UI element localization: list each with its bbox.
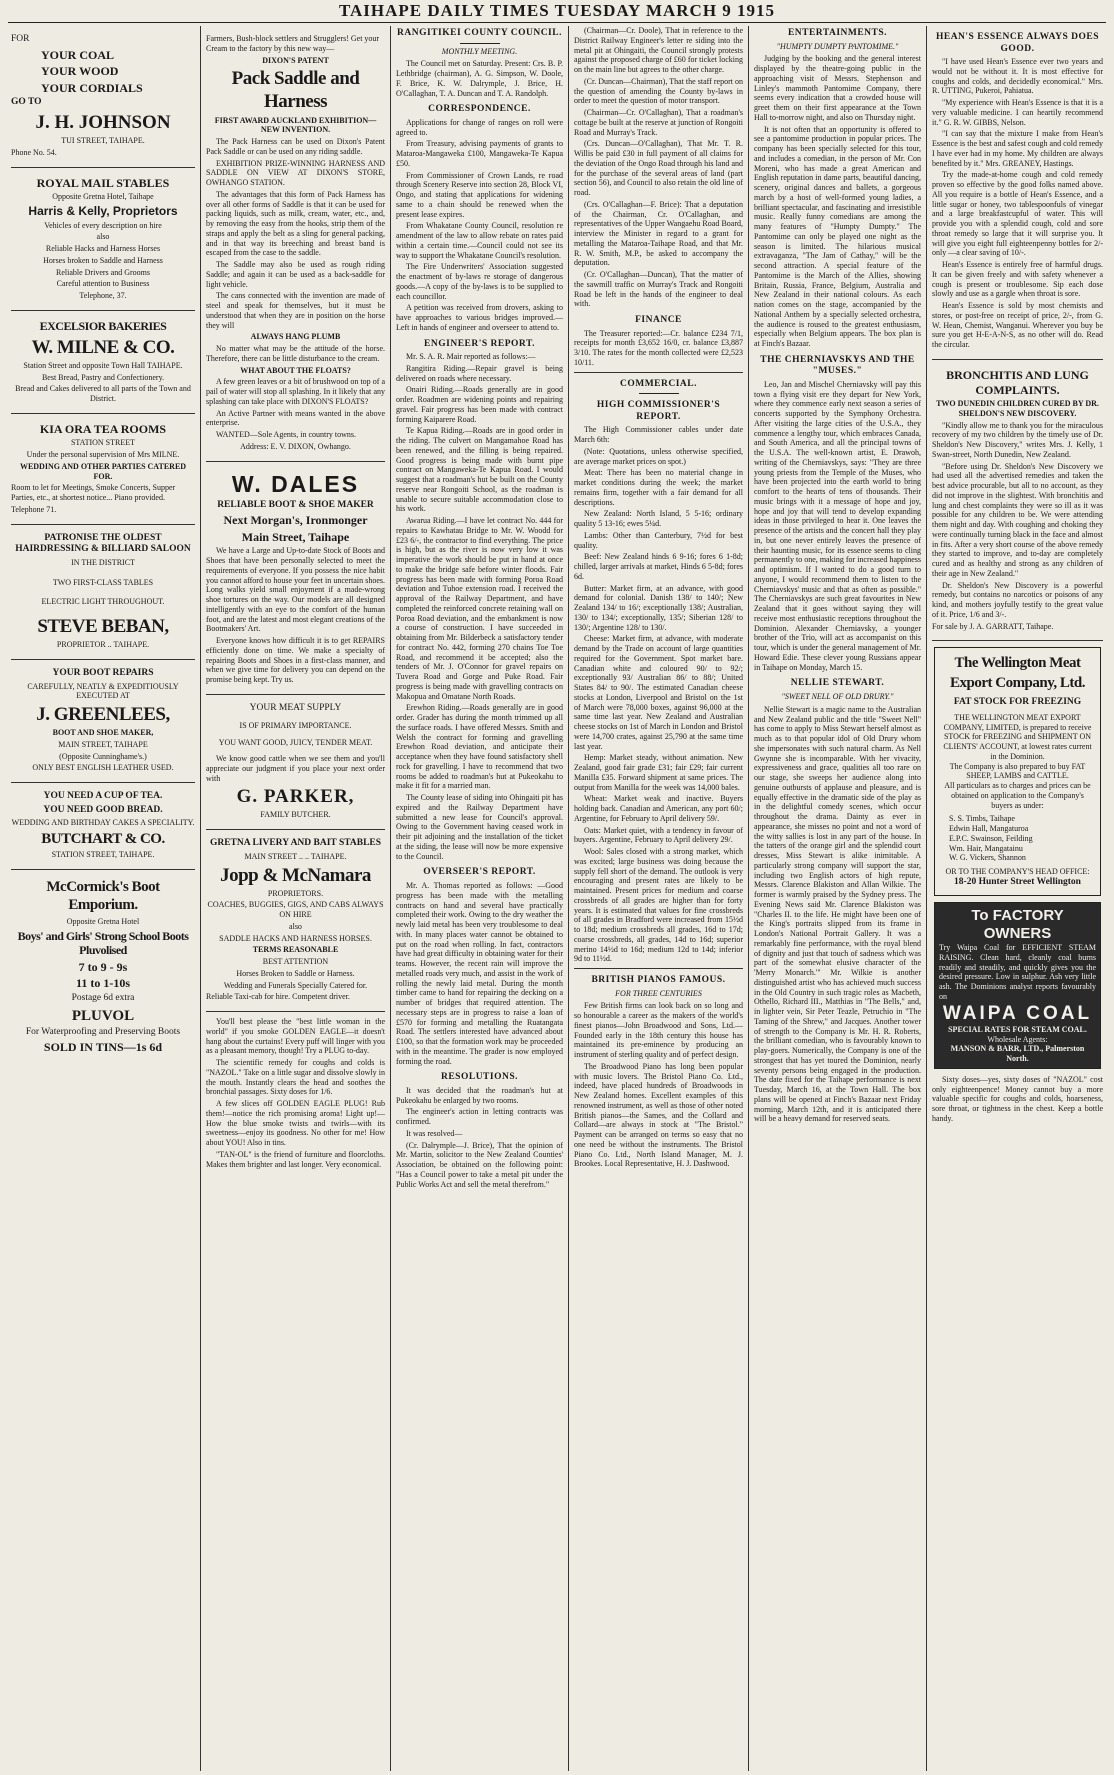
kiaora-street: STATION STREET bbox=[70, 438, 136, 448]
waipa-p2: SPECIAL RATES FOR STEAM COAL. bbox=[948, 1024, 1087, 1034]
council-p1: The Council met on Saturday. Present: Crs. B. P. Lethbridge (chairman), A. G. Simpson, W. Doole, F. Brice, K. W. Dalrymple, J. Brice, H. O'Callaghan, T. A. Duncan and T. A. Randolph. bbox=[396, 59, 563, 98]
golden-eagle-1: You'll best please the "best little woman in the world" if you smoke GOLDEN EAGLE—it doesn't hang about the curtains! Every puff will linger with you as a pleasant memory, though! Try a PLUG to-day. bbox=[206, 1017, 385, 1056]
waipa-p1: Try Waipa Coal for EFFICIENT STEAM RAISING. Clean hard, cleanly coal burns readily and steadily, and quickly gives you the desired pressure. Low in sulphur. Ash very little ash. The Dominions analyst reports favourably on bbox=[939, 943, 1096, 1001]
mccormick-ad bbox=[11, 870, 195, 1064]
wellington-name: The Wellington Meat Export Company, Ltd. bbox=[949, 655, 1086, 691]
column-5 bbox=[749, 26, 927, 1771]
rule bbox=[460, 43, 500, 44]
parker-t3: YOU WANT GOOD, JUICY, TENDER MEAT. bbox=[218, 738, 373, 748]
heans-p5: Hean's Essence is entirely free of harmful drugs. It can be given freely and with safety whenever a cough is present or troublesome. Sip each dose slowly and use as a gargle when throat is sore. bbox=[932, 260, 1103, 299]
dixon-p9: A few green leaves or a bit of brushwood on top of a pail of water will stop all splashing. In it likely that any splashing can take place with DIXON'S FLOATS? bbox=[206, 377, 385, 406]
royal-t6: Careful attention to Business bbox=[56, 279, 150, 289]
parker-role: FAMILY BUTCHER. bbox=[260, 810, 331, 820]
dixon-p4: The Saddle may also be used as rough riding Saddle; and again it can be used as a back-saddle for light vehicle. bbox=[206, 260, 385, 289]
dales-t1: RELIABLE BOOT & SHOE MAKER bbox=[217, 499, 374, 510]
mccormick-t4: Postage 6d extra bbox=[71, 993, 135, 1003]
parker-t2: IS OF PRIMARY IMPORTANCE. bbox=[239, 720, 352, 730]
council-cont-p4: (Crs. Duncan—O'Callaghan), That Mr. T. R. Willis be paid £30 in full payment of all claims for the deviation of the Ongo Road through his land and for the purchase of the several areas of land (part section 56), and Council to also retain the old line of road. bbox=[574, 139, 743, 197]
kiaora-tel: Telephone 71. bbox=[11, 504, 57, 514]
comm-p13: Beef: New Zealand hinds 6 9-16; fores 6 1-8d; chilled, larger arrivals at market, Hinds 6 5-8d; fores 6d. bbox=[574, 552, 743, 581]
parker-ad bbox=[206, 695, 385, 830]
column-3 bbox=[391, 26, 569, 1771]
council-cont-p1: (Chairman—Cr. Doole), That in reference to the District Railway Engineer's letter re siding into the metal pit at Ohingaiti, the Council strongly protests against the proposed charge of £60 for ticket locking on the main line but agrees to the other charge. bbox=[574, 26, 743, 74]
dixon-p11: WANTED—Sole Agents, in country towns. bbox=[216, 430, 356, 440]
column-2 bbox=[201, 26, 391, 1771]
jopp-t9: Wedding and Funerals Specially Catered for. bbox=[223, 980, 368, 990]
wellington-p3: All particulars as to charges and prices can be obtained on application to the Company's buyers as under: bbox=[944, 781, 1091, 810]
rule bbox=[574, 372, 743, 373]
kiaora-under: Under the personal supervision of Mrs MILNE. bbox=[26, 450, 180, 460]
johnson-goto: GO TO bbox=[11, 97, 42, 108]
dixon-address: Address: E. V. DIXON, Owhango. bbox=[240, 441, 351, 451]
waipa-coal-ad bbox=[934, 902, 1101, 1069]
nazol-2: Sixty doses—yes, sixty doses of "NAZOL" cost only eighteenpence! Money cannot buy a more valuable specific for coughs and colds, hoarseness, sore throat, or tightness in the chest. Keep a bottle handy. bbox=[932, 1074, 1103, 1123]
ent-p2: It is not often that an opportunity is offered to see a pantomime production in popular prices. The company has been specially selected for this tour, and includes a comedian, in the person of Mr. Con Moreni, who has made a great American and English reputation in dame parts, beautiful dancing, scenery, original dances and ballets, a gorgeous march by a host of well-formed young ladies, a brilliant spectacular, and fascinating and irresistible music. Really funny comedians are among the many features of "Humpty Dumpty." The Pantomime can only be played one night as the season is limited. The hilarious musical extravaganza, "The Jam of Cathay," will be the second attraction. A special feature of the Pantomime is the March of the Allies, showing Britain, Russia, France, Belgium, Australia and New Zealand in their national colours. As each nation comes on the stage, accompanied by the National Anthem by a specially selected orchestra, the audience is roused to the greatest enthusiasm, especially when Belgium appears. The box plan is at Finch's Bazaar. bbox=[754, 124, 921, 349]
dixon-award: FIRST AWARD AUCKLAND EXHIBITION—NEW INVENTION. bbox=[214, 115, 377, 135]
comm-p18: Oats: Market quiet, with a tendency in favour of buyers. Argentine, February to April delivery 29/. bbox=[574, 825, 743, 845]
council-p7: A petition was received from drovers, asking to have approaches to various bridges improved.—Left in hands of engineer and overseer to attend to. bbox=[396, 303, 563, 332]
pianos-sub: FOR THREE CENTURIES bbox=[615, 988, 702, 998]
bronchitis-ad bbox=[932, 360, 1103, 642]
pianos-p1: Few British firms can look back on so long and so honourable a career as the makers of the world's finest pianos—John Broadwood and Sons, Ltd.—Founded early in the 18th century this house has maintained its pre-eminence by producing an instrument of sterling quality and of perfect design. bbox=[574, 1001, 743, 1060]
greenlees-t4: MAIN STREET, TAIHAPE bbox=[58, 739, 148, 749]
royal-t4: Horses broken to Saddle and Harness bbox=[43, 255, 163, 265]
tanol: "TAN-OL" is the friend of furniture and floorcloths. Makes them brighter and last longer. Very economical. bbox=[206, 1149, 385, 1169]
royal-t3: Reliable Hacks and Harness Horses bbox=[45, 244, 161, 254]
dixon-p8: WHAT ABOUT THE FLOATS? bbox=[240, 365, 351, 375]
dales-name: W. DALES bbox=[231, 470, 360, 497]
council-p6: The Fire Underwriters' Association suggested the enactment of by-laws re storage of dangerous goods.—A copy of the by-laws is to be supplied to each councillor. bbox=[396, 262, 563, 301]
council-p5: From Whakatane County Council, resolution re amendment of the law to allow rebate on rates paid within a certain time.—Council could not see its way to support the Whakatane Council's resolution. bbox=[396, 221, 563, 260]
misc-ads bbox=[206, 1012, 385, 1169]
nellie-sub: "SWEET NELL OF OLD DRURY." bbox=[781, 692, 894, 702]
jopp-name: Jopp & McNamara bbox=[220, 864, 371, 886]
johnson-for: FOR bbox=[11, 34, 30, 44]
wellington-p5: 18-20 Hunter Street Wellington bbox=[954, 876, 1081, 887]
council-h3: OVERSEER'S REPORT. bbox=[423, 867, 536, 878]
council-h4: RESOLUTIONS. bbox=[440, 1072, 518, 1083]
chern-p: Leo, Jan and Mischel Cherniavsky will pay this town a flying visit ere they depart for New York, where they commence early next season a series of concerts supported by the Symphony Orchestra. After visiting the large cities of the U.S.A., they commence a lengthy tour, which embraces Canada, and South America, and all the principal towns of the U.S.A. The well-known artist, E. Drawoh, writing of the Cherniavskys, says: "They are three young priests from the Temple of the Muses, who have been projected into the earth world to bring comfort to the hearts of tens of thousands. Their music brings with it a message of hope and joy, hope and joy that will tend to develop expanding ideas in those privileged to hear it. One leaves the presence of the artists and the concert hall they play in, but one never entirely leaves the presence of their haunting music, for its essence seems to cling permanently to one, making for increased happiness and optimism. If I wanted to do a good turn to anyone, I would recommend them to listen to the Cherniavskys' music and that as often as possible." The Cherniavskys are such great favourites in New Zealand that it goes without saying they will receive most enthusiastic receptions throughout the Dominion. Alexander Cherniavsky, a younger brother of the Trio, will act as accompanist on this tour, which is under the general management of Mr. Howard Edie. These clever young Russians appear in Taihape on Monday, March 15. bbox=[754, 379, 921, 672]
butchart-addr: STATION STREET, TAIHAPE. bbox=[51, 850, 155, 860]
johnson-coal: YOUR COAL bbox=[41, 47, 115, 62]
bronch-p1: "Kindly allow me to thank you for the miraculous recovery of my two children by the timely use of Dr. Sheldon's New Discovery," writes Mrs. J. Kelly, 1 Swan-street, North Dunedin, New Zealand. bbox=[932, 420, 1103, 459]
column-1 bbox=[6, 26, 201, 1771]
johnson-ad bbox=[11, 26, 195, 168]
beban-t3: TWO FIRST-CLASS TABLES bbox=[52, 577, 154, 587]
wellington-p1: THE WELLINGTON MEAT EXPORT COMPANY, LIMITED, is prepared to receive STOCK for FREEZING and SHIPMENT ON CLIENTS' ACCOUNT, at lowest rates current in the Dominion. bbox=[943, 712, 1092, 761]
dixon-patent: DIXON'S PATENT bbox=[262, 55, 329, 65]
milne-t1: Best Bread, Pastry and Confectionery. bbox=[41, 372, 165, 382]
council-p3: From Treasury, advising payments of grants to Mataroa-Mangaweka £100, Mangaweka-Te Kapua £50. bbox=[396, 139, 563, 168]
wellington-meat-ad bbox=[934, 647, 1101, 895]
jopp-ad bbox=[206, 830, 385, 1012]
agent-item: Edwin Hall, Mangaturoa bbox=[949, 824, 1029, 834]
nazol-1: The scientific remedy for coughs and colds is "NAZOL." Take on a little sugar and dissolve slowly in the mouth. Instantly clears the head and soothes the bronchial passages. Sixty doses for 1/6. bbox=[206, 1058, 385, 1097]
jopp-t7: BEST ATTENTION bbox=[262, 957, 329, 967]
kiaora-t2: Room to let for Meetings, Smoke Concerts, Supper Parties, etc., at shortest notice... Piano provided. bbox=[11, 483, 176, 503]
dales-ad bbox=[206, 462, 385, 695]
heans-p3: "I can say that the mixture I make from Hean's Essence is the best and safest cough and cold remedy I have ever had in my home. My children are always benefited by it." Mrs. GREANEY, Hastings. bbox=[932, 129, 1103, 168]
pianos-head: BRITISH PIANOS FAMOUS. bbox=[591, 975, 726, 986]
dixon-p10: An Active Partner with means wanted in the above enterprise. bbox=[206, 408, 385, 428]
johnson-address: TUI STREET, TAIHAPE. bbox=[61, 136, 145, 146]
wellington-agents bbox=[941, 814, 1094, 863]
dixon-p3: The advantages that this form of Pack Harness has over all other forms of Saddle is that it can be used for packing liquids, such as milk, cream, water, etc., and, by removing the easy from the hooks, strip them of the straps and apply the belt as a sling for general packing, and in that way its breeching and breast band is escaped from the case to the saddle. bbox=[206, 189, 385, 258]
finance-head: FINANCE bbox=[635, 315, 682, 325]
beban-t2: IN THE DISTRICT bbox=[71, 557, 135, 567]
beban-t1: PATRONISE THE OLDEST HAIRDRESSING & BILLIARD SALOON bbox=[15, 532, 191, 555]
johnson-wood: YOUR WOOD bbox=[41, 64, 119, 79]
council-p2: Applications for change of ranges on roll were agreed to. bbox=[396, 117, 563, 137]
ent-head: ENTERTAINMENTS. bbox=[787, 28, 888, 38]
wellington-p2: The Company is also prepared to buy FAT SHEEP, LAMBS and CATTLE. bbox=[949, 761, 1086, 781]
royal-t1: Vehicles of every description on hire bbox=[44, 220, 162, 230]
agent-item: W. G. Vickers, Shannon bbox=[949, 853, 1026, 863]
greenlees-t2: CAREFULLY, NEATLY & EXPEDITIOUSLY EXECUTED AT bbox=[27, 681, 179, 701]
pianos-p2: The Broadwood Piano has long been popular with music lovers. The Bristol Piano Co. Ltd., indeed, have placed hundreds of Broadwoods in New Zealand homes. Excellent examples of this renowned instrument, as well as those of other noted British pianos—the Sames, and the Collard and Collard—are always in stock at "The Bristol." Payment can be arranged on terms so easy that no one need be without the instruments. The Bristol Piano Co. Ltd., North Island Manager, M. J. Brookes. Local Representative, H. J. Dashwood. bbox=[574, 1061, 743, 1169]
council-p9: Rangitira Riding.—Repair gravel is being delivered on roads where necessary. bbox=[396, 363, 563, 383]
dales-p2: Everyone knows how difficult it is to get REPAIRS efficiently done on time. We make a specialty of repairing Boots and Shoes in a first-class manner, and when we give time for delivery you can depend on the promise being kept. Try us. bbox=[206, 636, 385, 685]
comm-p19: Wool: Sales closed with a strong market, which was excited; large business was doing because the supply fell short of the demand. The outlook is very encouraging and present rates are likely to be maintained. Present prices for medium and coarse crossbreds of all grades are higher than for forty years. It is estimated that values for fine crossbreds of all grades in Bradford were increased from 15½d to 18d; medium crossbreds all grades, 16d to 17d; coarse crossbreds, all grades, 14d to 16d; superior merino 14½d to 16d; medium 12d to 14d; inferior 9d to 11½d. bbox=[574, 847, 743, 964]
waipa-banner bbox=[935, 903, 1100, 1068]
comm-p8: The High Commissioner cables under date March 6th: bbox=[574, 425, 743, 445]
royal-t5: Reliable Drivers and Grooms bbox=[56, 267, 150, 277]
council-p19: (Cr. Dalrymple—J. Brice), That the opinion of Mr. Martin, solicitor to the New Zealand Counties' Association, be obtained on the following point: "Has a Council power to take a metal pit under the Public Works Act and sell the metal therefrom." bbox=[396, 1140, 563, 1189]
council-p10: Onairi Riding.—Roads generally are in good order. Roadmen are widening points and repairing gravel. Fair progress has been made with contract forming Kaiparere Road. bbox=[396, 385, 563, 424]
dales-t3: Main Street, Taihape bbox=[241, 529, 350, 544]
rule bbox=[639, 393, 679, 394]
comm-p11: New Zealand: North Island, 5 5-16; ordinary quality 5 13-16; ewes 5¼d. bbox=[574, 509, 743, 529]
dales-p1: We have a Large and Up-to-date Stock of Boots and Shoes that have been personally selected to meet the requirements of everyone. If you possess the nice habit you cannot afford to house your feet in uncertain shoes. Long walks yield small enjoyment if a made-wrong shoe tortures on the way. Our models are all designed intelligently with an eye to the comfort of the human foot, and are the latest and most elegant creations of the Bootmakers' Art. bbox=[206, 546, 385, 634]
royal-mail-ad bbox=[11, 168, 195, 311]
royal-firm: Harris & Kelly, Proprietors bbox=[28, 204, 178, 219]
council-p4: From Commissioner of Crown Lands, re road through Scenery Reserve into section 28, Block VI, Ongo, and stating that applications for widening same to a chain should be renewed when the present lease expires. bbox=[396, 170, 563, 219]
greenlees-t6: ONLY BEST ENGLISH LEATHER USED. bbox=[32, 763, 174, 773]
heans-ad bbox=[932, 26, 1103, 360]
dixon-intro: Farmers, Bush-block settlers and Strugglers! Get your Cream to the factory by this new way— bbox=[206, 34, 380, 53]
council-cont-p2: (Cr. Duncan—Chairman), That the staff report on the question of amending the County by-laws in order to meet the question of motor transport. bbox=[574, 76, 743, 106]
dales-t2: Next Morgan's, Ironmonger bbox=[223, 513, 368, 528]
nellie-head: NELLIE STEWART. bbox=[790, 678, 885, 689]
comm-p15: Cheese: Market firm, at advance, with moderate demand by the Trade on account of large quantities required for the Government. Spot market bare. Canadian white and coloured 90/ to 92/; exceptionally 93/ Australian 86/ to 88/; United States 84/ to 90/. The estimated Canadian cheese stocks at London, Liverpool and Bristol on the 1st of March were 78,000 boxes, against 96,000 at the same time last year. New Zealand and Australian cheese stocks on 1st of March in London and Bristol were 14,700 crates, against 25,790 at the same time last year. bbox=[574, 634, 743, 751]
beban-prop: PROPRIETOR .. TAIHAPE. bbox=[56, 640, 150, 650]
mccormick-t2: 7 to 9 - 9s bbox=[78, 959, 128, 974]
comm-p16: Hemp: Market steady, without animation. New Zealand, good fair grade £31; fair £29; fair current Manilla £35. Forward shipment at same prices. The output from Manilla for the week was 14,000 bales. bbox=[574, 753, 743, 792]
johnson-phone: Phone No. 54. bbox=[11, 147, 57, 157]
commissioner-head: HIGH COMMISSIONER'S REPORT. bbox=[596, 400, 721, 422]
council-title: RANGITIKEI COUNTY COUNCIL. bbox=[397, 28, 562, 38]
council-p17: The engineer's action in letting contracts was confirmed. bbox=[396, 1107, 563, 1127]
parker-p1: We know good cattle when we see them and you'll appreciate our judgment if you place your next order with bbox=[206, 754, 385, 783]
jopp-prop: PROPRIETORS. bbox=[267, 888, 324, 898]
waipa-p3: Wholesale Agents: bbox=[987, 1034, 1048, 1044]
bronch-sub: TWO DUNEDIN CHILDREN CURED BY DR. SHELDON'S NEW DISCOVERY. bbox=[936, 399, 1099, 418]
jopp-t4: also bbox=[289, 921, 302, 931]
jopp-t1: GRETNA LIVERY AND BAIT STABLES bbox=[209, 838, 382, 849]
heans-p2: "My experience with Hean's Essence is that it is a very valuable medicine. I can heartily recommend it." G. R. W. GIBBS, Nelson. bbox=[932, 98, 1103, 127]
column-4 bbox=[569, 26, 749, 1771]
butchart-t2: YOU NEED GOOD BREAD. bbox=[43, 804, 163, 815]
jopp-t8: Horses Broken to Saddle or Harness. bbox=[236, 968, 355, 978]
jopp-t2: MAIN STREET .. .. TAIHAPE. bbox=[244, 851, 347, 861]
council-cont-p3: (Chairman—Cr. O'Callaghan), That a roadman's cottage be built at the reserve at junction of Rongoiti Road and Murray's Track. bbox=[574, 108, 743, 137]
comm-p14: Butter: Market firm, at an advance, with good demand for colonial. Danish 138/ to 140/; New Zealand 134/ to 16/; exceptionally 138/; Australian, 130/ to 134/; exceptionally, 135/; Siberian 128/ to 130/; Argentine 128/ to 130/. bbox=[574, 583, 743, 632]
jopp-t10: Reliable Taxi-cab for hire. Competent driver. bbox=[206, 992, 350, 1002]
heans-p4: Try the made-at-home cough and cold remedy proven so effective by the good folks named above. All you require is a bottle of Hean's Essence, and a little sugar or honey, two tablespoonfuls of vinegar and a large breakfastcupful of water. This will provide you with a splendid cough, cold and sore throat remedy so large that it will surprise you. It will give you eight full eighteenpenny bottles for 2/- only —a clear saving of 10/-. bbox=[932, 170, 1103, 258]
heans-title: HEAN'S ESSENCE ALWAYS DOES GOOD. bbox=[935, 32, 1100, 54]
butchart-name: BUTCHART & CO. bbox=[41, 831, 165, 848]
bronch-p3: Dr. Sheldon's New Discovery is a powerful remedy, but contains no narcotics or poisons of any kind, and mothers joyfully testify to the great value of it. Price, 1/6 and 3/-. bbox=[932, 580, 1103, 619]
council-cont-p6: (Cr. O'Callaghan—Duncan), That the matter of the sawmill traffic on Murray's Track and Rongoiti Road be left in the hands of the engineer to deal with. bbox=[574, 270, 743, 309]
agent-item: E.P.C. Swainson, Feilding bbox=[949, 833, 1033, 843]
ent-sub: "HUMPTY DUMPTY PANTOMIME." bbox=[776, 41, 899, 51]
council-p12: Awarua Riding.—I have let contract No. 444 for repairs to Kawhatau Bridge to Mr. W. Woodd for £23 6/-, the contractor to find everything. The price is high, but as the river is now very low it was imperative the work should be put in hand at once to make the bridge safe before winter floods. Fair progress has been made with forming Poroa Road deviation and Tuhoe extension road. I received the approval of the Railway Department, and have completed the reinforced concrete retaining wall on Poroa Road deviation, and the embankment is now a course of construction. I have succeeded in obtaining from Mr. Bilderbeck a satisfactory tender for contract No. 442, forming 270 chains Toe Toe Road, and recommend it be accepted; also the tenders of Mr. J. O'Connor for gravel repairs on Tuvera Road and Gorge and Puke Road. Fair progress is being made with gravelling contracts on Makopua and Omatane North Roads. bbox=[396, 516, 563, 701]
ent-p1: Judging by the booking and the general interest displayed by the theatre-going public in the approaching visit of Messrs. Stephenson and Linley's mammoth Pantomime Company, there seems every indication that a crowded house will greet them on their first appearance at the Town Hall to-morrow night, and also on Thursday night. bbox=[754, 54, 921, 122]
greenlees-t3: BOOT AND SHOE MAKER, bbox=[52, 728, 154, 738]
butchart-ad bbox=[11, 783, 195, 870]
council-p18: It was resolved— bbox=[406, 1128, 463, 1138]
heans-p1: "I have used Hean's Essence ever two years and would not be without it. It is most effective for coughs and colds, and decidedly economical." Mrs. R. UTTING, Pukeroi, Pahiatua. bbox=[932, 57, 1103, 96]
bronch-title: BRONCHITIS AND LUNG COMPLAINTS. bbox=[946, 367, 1089, 397]
greenlees-name: J. GREENLEES, bbox=[36, 704, 170, 726]
greenlees-ad bbox=[11, 660, 195, 783]
dixon-p1: The Pack Harness can be used on Dixon's Patent Pack Saddle or can be used on any riding saddle. bbox=[206, 137, 385, 156]
council-h1: CORRESPONDENCE. bbox=[428, 104, 531, 115]
council-p14: The County lease of siding into Ohingaiti pit has expired and the Railway Department have submitted a new lease for Council's approval. Owing to the Government having ceased work in their pit adjoining and the installation of the ticket at the siding, the lease will now be more expensive to the Council. bbox=[396, 793, 563, 861]
royal-opp: Opposite Gretna Hotel, Taihape bbox=[52, 192, 154, 202]
kiaora-t1: WEDDING AND OTHER PARTIES CATERED FOR. bbox=[19, 461, 187, 481]
milne-t2: Bread and Cakes delivered to all parts of the Town and District. bbox=[15, 384, 191, 403]
dixon-p5: The cans connected with the invention are made of steel and speak for themselves, but it must be understood that when they are in position on the horse they will bbox=[206, 291, 385, 330]
council-p15: Mr. A. Thomas reported as follows: —Good progress has been made with the metalling contracts on hand and several have practically completed their work. Owing to the dry weather the newly laid metal has been very troublesome to deal with. In many places water cannot be obtained to put on the road when rolling. In fact, contractors have had great difficulty in obtaining water for their teams. However, the recent rain will improve the metalled roads very much, and assist in the work of rolling the newly laid metal. During the month timber came to hand for repairing the decking on a number of bridges that required attention. The necessary steps are in progress to raise a loan of £570 for forming and metalling the Ruatangata Road. The settlers interested have advanced about £100, so that the formation work may be proceeded with in the meantime. The grader is now employed forming the road. bbox=[396, 881, 563, 1066]
royal-t2: also bbox=[96, 232, 110, 242]
council-p13: Erewhon Riding.—Roads generally are in good order. Grader has during the month trimmed up all the surface roads. I have offered Messrs. Smith and Welsh the contract for forming and gravelling Erewhon Road deviation, and anticipate their acceptance when they have found satisfactory shell rock for gravelling. I have to recommend that two rooms be added to roadman's hut at Pukeokahu to make it fit for a married man. bbox=[396, 703, 563, 791]
masthead-rule bbox=[8, 22, 1106, 23]
johnson-name: J. H. JOHNSON bbox=[35, 112, 171, 134]
rule bbox=[574, 968, 743, 969]
butchart-t1: YOU NEED A CUP OF TEA. bbox=[43, 791, 163, 802]
council-p11: Te Kapua Riding.—Roads are in good order in the riding. The culvert on Mangamahoe Road has been renewed, and the filling is being repaired. Good progress is being made with burnt pipe contract on Mangaweka-Te Kapua Road. I would suggest that a roadman's hut be built on the County reserve near Rongoiti School, as the roadman is unable to secure suitable accommodation close to his work. bbox=[396, 426, 563, 514]
chern-head: THE CHERNIAVSKYS AND THE "MUSES." bbox=[760, 354, 915, 377]
column-6 bbox=[927, 26, 1108, 1771]
parker-t1: YOUR MEAT SUPPLY bbox=[249, 702, 342, 713]
wellington-p4: OR TO THE COMPANY'S HEAD OFFICE: bbox=[945, 867, 1090, 877]
mccormick-name: McCormick's Boot Emporium. bbox=[46, 879, 160, 914]
nellie-p: Nellie Stewart is a magic name to the Australian and New Zealand public and the title "Sweet Nell" has come to apply to Miss Stewart herself almost as much as to that popular idol of Old Drury whom she impersonates with such natural charm. As Nell Gwynne she is incomparable. With her vivacity, expressiveness and grace, qualities all too rare on our stage, she sweeps her audience along into genuine outbursts of applause and pleasure, and is equally effective in the dramatic side of the play as in the delightful comedy scenes, which occur throughout the drama. Dainty as ever in appearance, she misses no point and not a word of the witty sallies is lost in any part of the house. In the tatters of the orange girl and the splendid court dresses, Miss Stewart is alike inimitable. A particularly strong company will support the star, including two English actors of high repute, Messrs. Clarence Blakiston and Allan Wilkie. The former is warmly praised by the Sydney press. The Evening News said Mr. Clarence Blakiston was "Charles II. to the life. He might have been one of the King's portraits slipped from its frame in London's National Portrait Gallery. It was a remarkably fine performance, with the royal blend of dignity and just that touch of sadness which was part of the somewhat elusive character of the 'Merry Monarch.'" Mr. Wilkie is another distinguished artist who has achieved much success in the Old Country in such tragic roles as Macbeth, Othello, Richard III., Matthias in "The Bells," and, in lighter vein, Sir Peter Teazle, Petruchio in "The Taming of the Shrew," and Jacques. Another tower of strength to the Company is Mr. H. R. Roberts, the brilliant comedian, who is favourably known to play-goers. Numerically, the Company is one of the strongest that has yet toured the Dominion, nearly seventy persons being engaged in the production. The date fixed for the Taihape performance is next Tuesday, March 16, at the Town Hall. The box plans will be opened at Finch's Bazaar next Friday morning, March 12th, and it is anticipated there will be a heavy demand for reserved seats. bbox=[754, 704, 921, 1124]
golden-eagle-2: A few slices off GOLDEN EAGLE PLUG! Rub them!—notice the rich promising aroma! Light up!—How the blue smoke twists and twirls—with its sweetness—enjoy its goodness. No other for me! How about YOU! Also in tins. bbox=[206, 1099, 385, 1148]
council-cont-p5: (Crs. O'Callaghan—F. Brice): That a deputation of the Chairman, Cr. O'Callaghan, and representatives of the Upper Wangaehu Road Board, interview the Minister in regard to a grant for metalling the Mataroa-Taihape Road, and that Mr. R. W. Smith, M.P., be asked to accompany the deputation. bbox=[574, 199, 743, 268]
comm-p9: (Note: Quotations, unless otherwise specified, are average market prices on spot.) bbox=[574, 446, 743, 466]
heans-p6: Hean's Essence is sold by most chemists and stores, or post-free on receipt of price, 2/-, from G. W. Hean, Chemist, Wanganui. Wherever you buy be sure you get H-E-A-N-S, as no other will do. Read the circular. bbox=[932, 301, 1103, 350]
royal-title: ROYAL MAIL STABLES bbox=[36, 175, 170, 190]
milne-addr: Station Street and opposite Town Hall TAIHAPE. bbox=[23, 360, 183, 370]
dixon-ad bbox=[206, 26, 385, 462]
greenlees-t1: YOUR BOOT REPAIRS bbox=[52, 667, 154, 678]
kiaora-title: KIA ORA TEA ROOMS bbox=[39, 421, 167, 436]
masthead: TAIHAPE DAILY TIMES TUESDAY MARCH 9 1915 bbox=[338, 1, 776, 20]
kiaora-ad bbox=[11, 414, 195, 525]
waipa-p4: MANSON & BARR, LTD., Palmerston North. bbox=[950, 1044, 1085, 1064]
jopp-t6: TERMS REASONABLE bbox=[252, 945, 339, 955]
council-sub: MONTHLY MEETING. bbox=[441, 46, 518, 56]
comm-p12: Lambs: Other than Canterbury, 7½d for best quality. bbox=[574, 530, 743, 550]
waipa-title: To FACTORY OWNERS bbox=[971, 906, 1064, 942]
commercial-head: COMMERCIAL. bbox=[619, 378, 697, 389]
milne-title: EXCELSIOR BAKERIES bbox=[39, 318, 167, 333]
dixon-p6: ALWAYS HANG PLUMB bbox=[250, 332, 341, 342]
jopp-t3: COACHES, BUGGIES, GIGS, AND CABS ALWAYS ON HIRE bbox=[207, 900, 384, 920]
wellington-fat: FAT STOCK FOR FREEZING bbox=[953, 697, 1082, 708]
milne-ad bbox=[11, 311, 195, 414]
finance-p: The Treasurer reported:—Cr. balance £234 7/1, receipts for month £3,652 16/0, cr. balance £3,887 3/10. The rates for the month collected were £2,523 10/11. bbox=[574, 328, 743, 367]
mccormick-t7: SOLD IN TINS—1s 6d bbox=[43, 1040, 163, 1055]
dixon-p2: EXHIBITION PRIZE-WINNING HARNESS AND SADDLE ON VIEW AT DIXON'S STORE, OWHANGO STATION. bbox=[206, 158, 385, 188]
mccormick-t3: 11 to 1-10s bbox=[76, 976, 130, 991]
milne-name: W. MILNE & CO. bbox=[31, 336, 175, 358]
dixon-p7: No matter what may be the attitude of the horse. Therefore, there can be little disturbance to the cream. bbox=[206, 344, 385, 363]
mccormick-opp: Opposite Gretna Hotel bbox=[66, 916, 140, 926]
parker-name: G. PARKER, bbox=[236, 786, 355, 808]
butchart-t3: WEDDING AND BIRTHDAY CAKES A SPECIALITY. bbox=[11, 818, 195, 828]
bronch-p4: For sale by J. A. GARRATT, Taihape. bbox=[932, 621, 1054, 631]
waipa-name: WAIPA COAL bbox=[942, 1002, 1093, 1024]
bronch-p2: "Before using Dr. Sheldon's New Discovery we had used all the advertised remedies and taken the best advice procurable, but all to no account, as they did not improve in the slightest. With bronchitis and lung and chest complaints they were so ill as it was possible for any children to be. We were attending them night and day. With coughing and choking they were continually turning black in the face and almost in fits. After a very short course of the above remedy they started to improve, and to-day are completely cured and as healthy and strong as any children of their age in New Zealand." bbox=[932, 461, 1103, 578]
mccormick-t6: For Waterproofing and Preserving Boots bbox=[25, 1026, 181, 1037]
council-p8: Mr. S. A. R. Mair reported as follows:— bbox=[406, 352, 536, 362]
jopp-t5: SADDLE HACKS AND HARNESS HORSES. bbox=[219, 933, 372, 943]
comm-p10: Meat: There has been no material change in market conditions during the week; the market remains firm, together with a fair demand for all descriptions. bbox=[574, 468, 743, 507]
council-p16: It was decided that the roadman's hut at Pukeokahu be enlarged by two rooms. bbox=[396, 1085, 563, 1105]
beban-ad bbox=[11, 525, 195, 660]
agent-item: S. S. Timbs, Taihape bbox=[949, 814, 1015, 824]
agent-item: Wm. Hair, Mangatainu bbox=[949, 843, 1023, 853]
beban-t4: ELECTRIC LIGHT THROUGHOUT. bbox=[41, 597, 165, 607]
beban-name: STEVE BEBAN, bbox=[37, 616, 169, 638]
council-h2: ENGINEER'S REPORT. bbox=[424, 338, 535, 349]
dixon-name: Pack Saddle and Harness bbox=[231, 68, 360, 113]
johnson-cordials: YOUR CORDIALS bbox=[41, 80, 143, 95]
royal-tel: Telephone, 37. bbox=[79, 291, 127, 301]
newspaper-page bbox=[6, 26, 1108, 1771]
mccormick-t5: PLUVOL bbox=[71, 1007, 135, 1024]
greenlees-t5: (Opposite Cunninghame's.) bbox=[59, 751, 147, 761]
comm-p17: Wheat: Market weak and inactive. Buyers holding back. Canadian and American, any port 60/; Argentine, for February to April delivery 59/. bbox=[574, 794, 743, 823]
mccormick-t1: Boys' and Girls' Strong School Boots Pluvolised bbox=[17, 928, 189, 958]
